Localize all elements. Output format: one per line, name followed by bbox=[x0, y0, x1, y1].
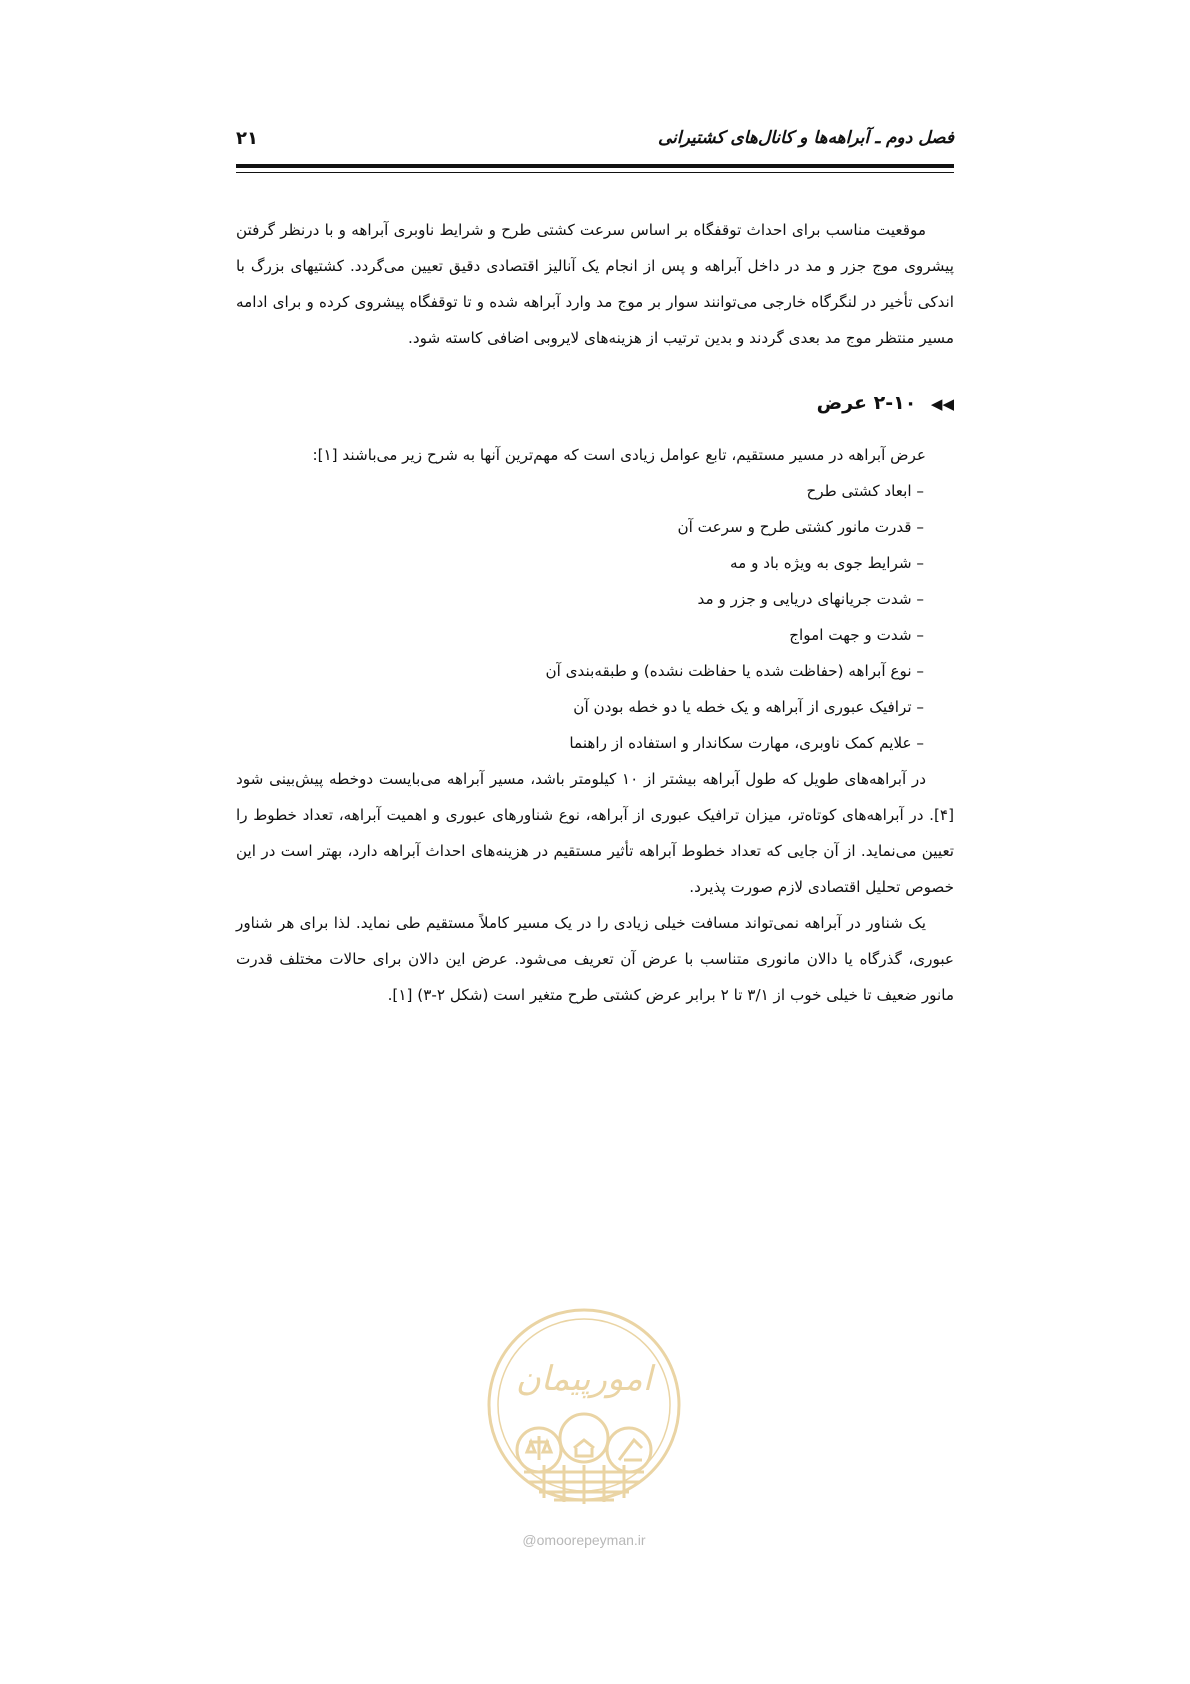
section-heading-text: ۲-۱۰ عرض bbox=[816, 392, 917, 414]
paragraph: در آبراهه‌های طویل که طول آبراهه بیشتر از ۱۰ کیلومتر باشد، مسیر آبراهه می‌بایست دوخطه پیش‌بینی شود [۴]. در آبراهه‌های کوتاه‌تر، میزان ترافیک عبوری از آبراهه، نوع شناورهای عبوری و اهمیت آبراهه، تعداد خطوط را تعیین می‌نماید. از آن جایی که تعداد خطوط آبراهه تأثیر مستقیم در هزینه‌های احداث آبراهه دارد، بهتر است در این خصوص تحلیل اقتصادی لازم صورت پذیرد. bbox=[236, 770, 954, 896]
list-item: – علایم کمک ناوبری، مهارت سکاندار و استفاده از راهنما bbox=[569, 734, 924, 752]
double-arrow-icon: ◀◀ bbox=[930, 395, 954, 413]
watermark-logo-text: امورپیمان bbox=[515, 1359, 653, 1399]
list-item: – ترافیک عبوری از آبراهه و یک خطه یا دو خطه بودن آن bbox=[573, 698, 924, 716]
list-item: – نوع آبراهه (حفاظت شده یا حفاظت نشده) و طبقه‌بندی آن bbox=[545, 662, 924, 680]
list-intro: عرض آبراهه در مسیر مستقیم، تابع عوامل زیادی است که مهم‌ترین آنها به شرح زیر می‌باشند [۱]: bbox=[312, 446, 926, 464]
running-header bbox=[236, 128, 954, 160]
list-item: – ابعاد کشتی طرح bbox=[806, 482, 924, 500]
watermark-logo-icon bbox=[484, 1300, 684, 1520]
factor-list bbox=[236, 473, 954, 761]
body-text bbox=[236, 212, 954, 1013]
header-rule-thick bbox=[236, 164, 954, 168]
section-heading bbox=[236, 388, 954, 419]
watermark-logo bbox=[484, 1300, 684, 1520]
list-item: – قدرت مانور کشتی طرح و سرعت آن bbox=[677, 518, 924, 536]
paragraph: یک شناور در آبراهه نمی‌تواند مسافت خیلی زیادی را در یک مسیر کاملاً مستقیم طی نماید. لذا برای هر شناور عبوری، گذرگاه یا دالان مانوری متناسب با عرض آن تعریف می‌شود. عرض این دالان برای حالات مختلف قدرت مانور ضعیف تا خیلی خوب از ۳/۱ تا ۲ برابر عرض کشتی طرح متغیر است (شکل ۲-۳) [۱]. bbox=[236, 914, 954, 1004]
chapter-title: فصل دوم ـ آبراهه‌ها و کانال‌های کشتیرانی bbox=[657, 128, 954, 148]
list-item: – شرایط جوی به ویژه باد و مه bbox=[730, 554, 924, 572]
page-number: ۲۱ bbox=[236, 128, 258, 149]
list-item: – شدت و جهت امواج bbox=[789, 626, 924, 644]
header-rule-thin bbox=[236, 172, 954, 173]
list-item: – شدت جریانهای دریایی و جزر و مد bbox=[697, 590, 924, 608]
watermark-url: @omoorepeyman.ir bbox=[522, 1532, 646, 1548]
paragraph: موقعیت مناسب برای احداث توقفگاه بر اساس سرعت کشتی طرح و شرایط ناوبری آبراهه و با درنظر گرفتن پیشروی موج جزر و مد در داخل آبراهه و پس از انجام یک آنالیز اقتصادی دقیق تعیین می‌گردد. کشتیهای بزرگ با اندکی تأخیر در لنگرگاه خارجی می‌توانند سوار بر موج مد وارد آبراهه شده و تا توقفگاه پیشروی کرده و برای ادامه مسیر منتظر موج مد بعدی گردند و بدین ترتیب از هزینه‌های لایروبی اضافی کاسته شود. bbox=[236, 221, 954, 347]
